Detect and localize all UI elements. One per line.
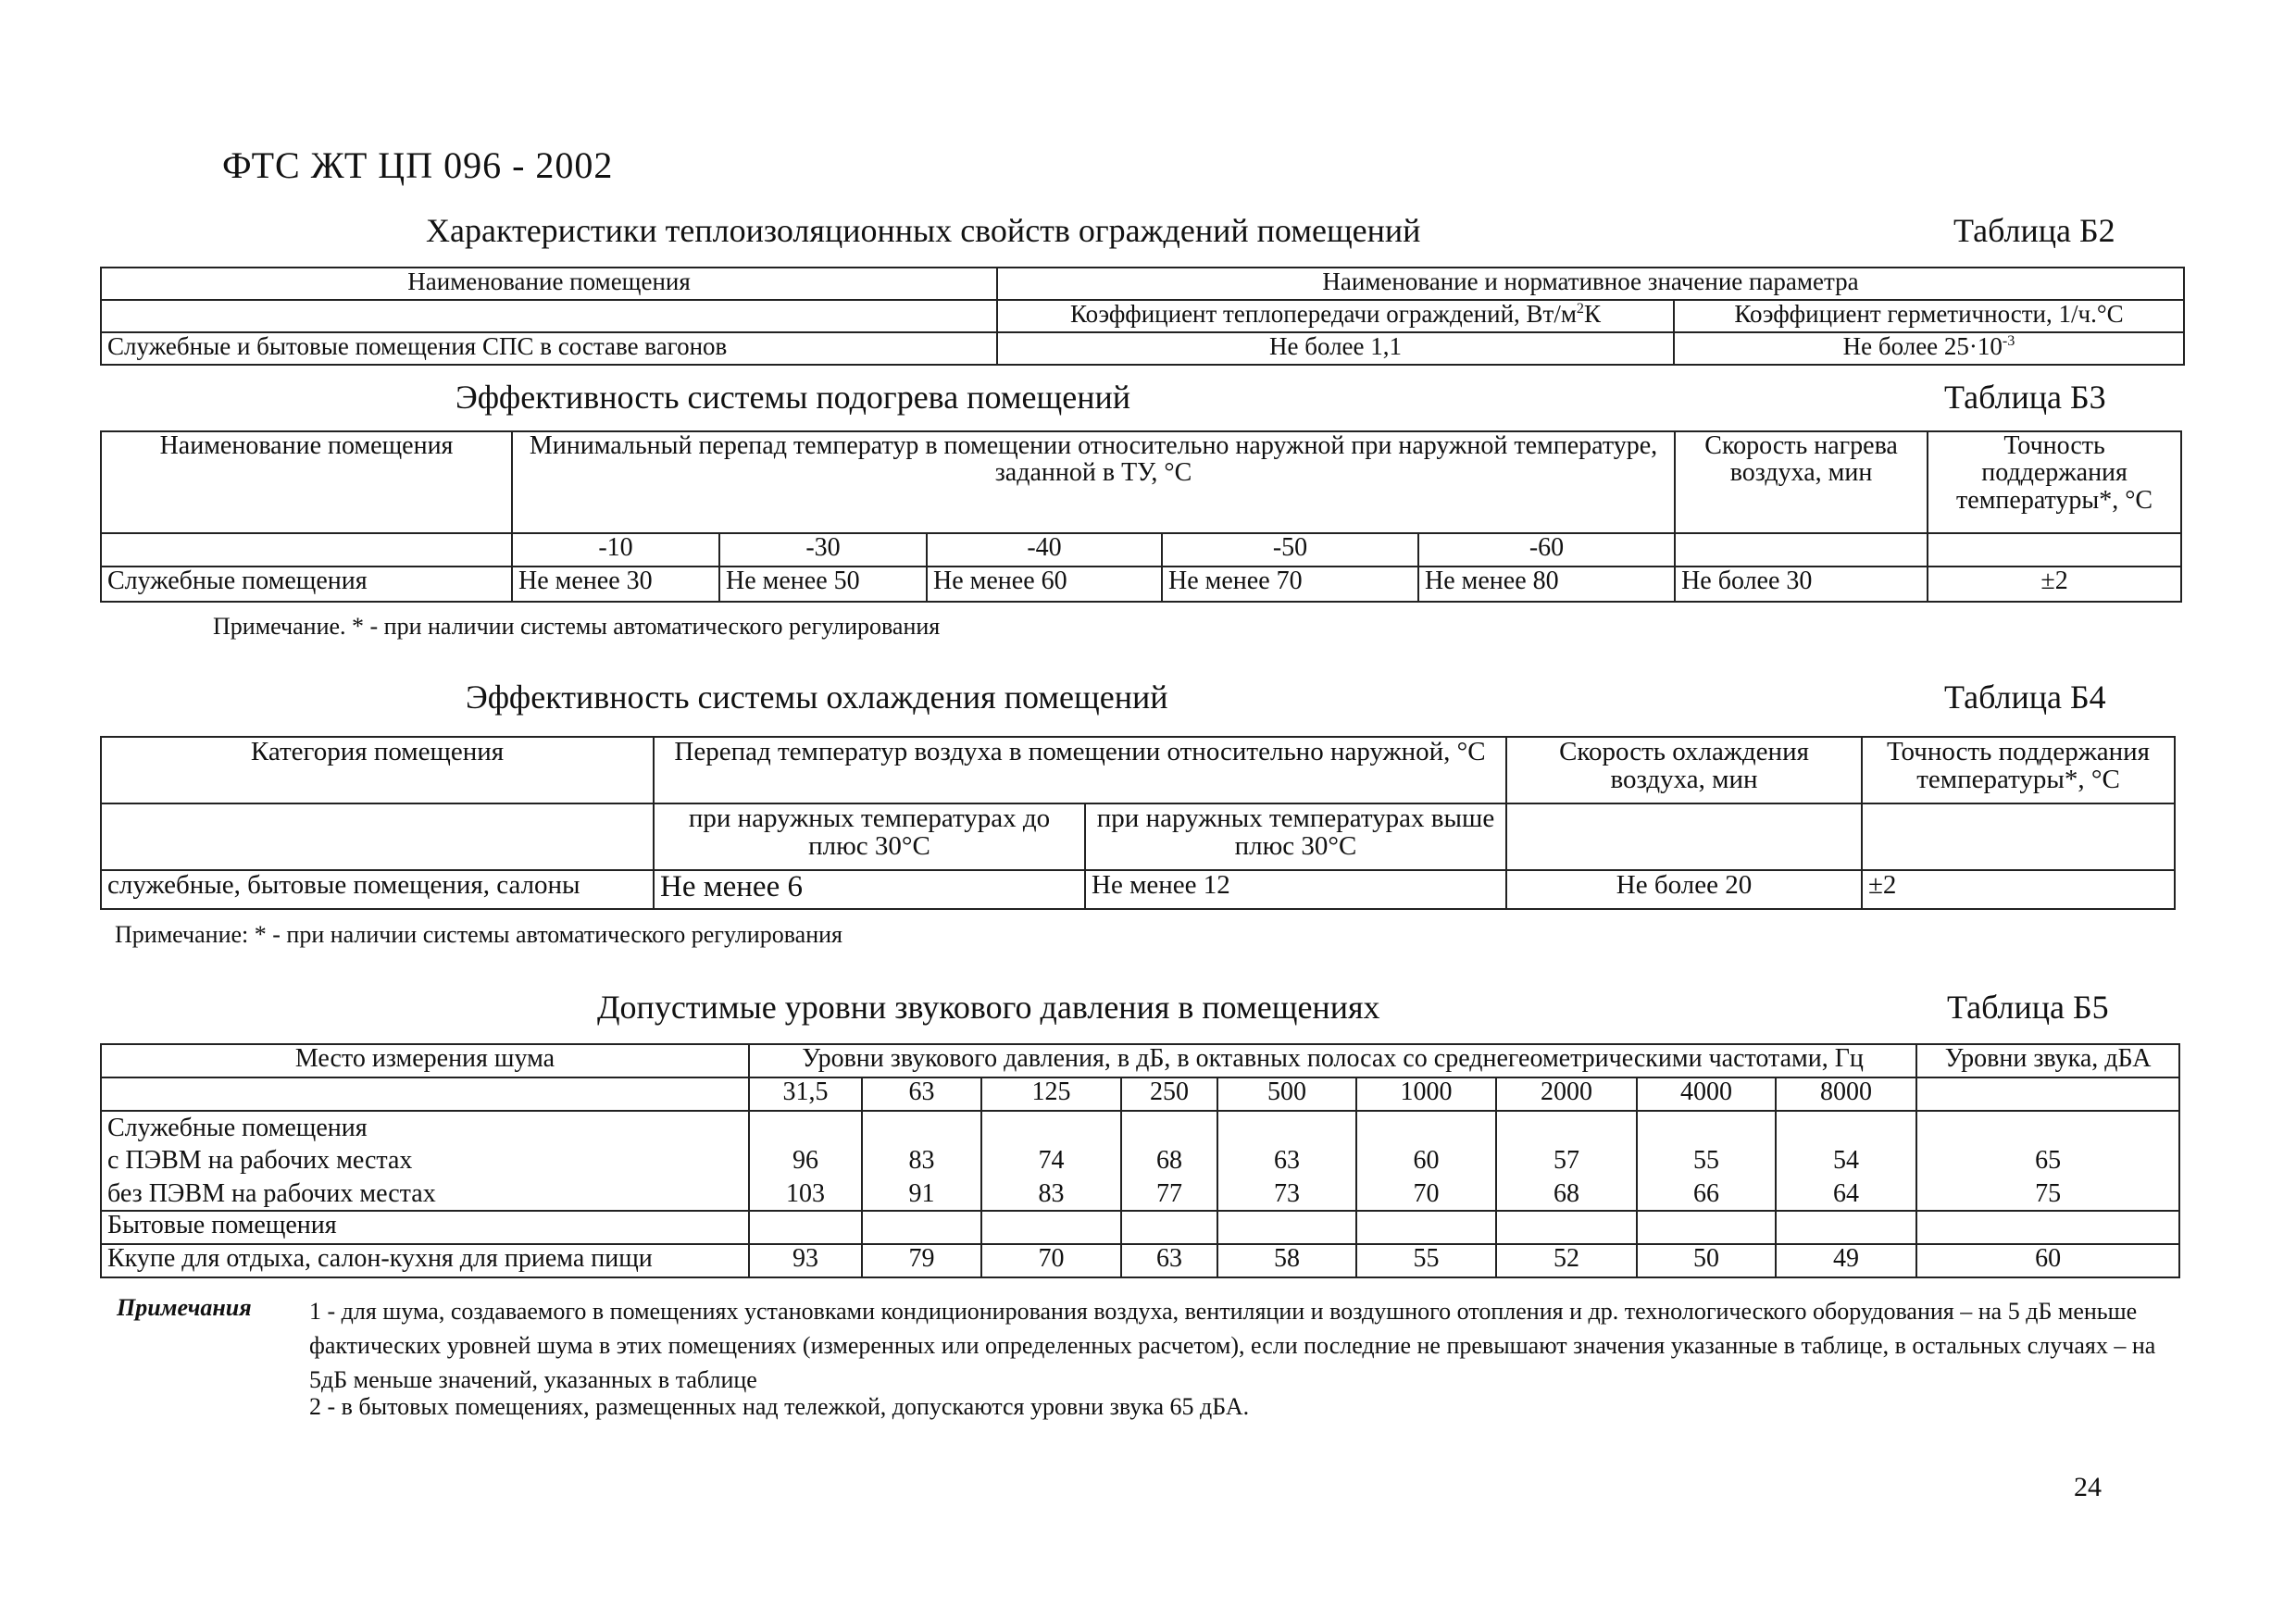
table-b5-note-2: 2 - в бытовых помещениях, размещенных над тележкой, допускаются уровни звука 65 дБА.	[309, 1393, 1250, 1420]
t5-compartment-value: 93	[749, 1244, 862, 1277]
t5-service-values: 54 64	[1776, 1111, 1916, 1211]
t5-service-values: 96 103	[749, 1111, 862, 1211]
t3-row-accuracy: ±2	[1928, 567, 2181, 602]
t4-subheader-up-to-30: при наружных температурах до плюс 30°С	[654, 803, 1085, 870]
document-code: ФТС ЖТ ЦП 096 - 2002	[222, 144, 614, 186]
t2-row-name: Служебные и бытовые помещения СПС в составе вагонов	[101, 332, 997, 365]
table-b4-title: Эффективность системы охлаждения помещений	[466, 679, 1168, 716]
t5-freq-cell: 2000	[1496, 1077, 1637, 1111]
t5-service-values: 60 70	[1356, 1111, 1496, 1211]
t3-value-cell: Не менее 80	[1418, 567, 1675, 602]
t5-service-values: 74 83	[981, 1111, 1121, 1211]
t5-service-values: 55 66	[1637, 1111, 1776, 1211]
t5-freq-cell: 63	[862, 1077, 981, 1111]
t4-header-category: Категория помещения	[101, 737, 654, 803]
t4-header-accuracy: Точность поддержания температуры*, °С	[1862, 737, 2175, 803]
t3-value-cell: Не менее 70	[1162, 567, 1418, 602]
t4-row-value-2: Не менее 12	[1085, 870, 1506, 909]
t4-row-value-1: Не менее 6	[654, 870, 1085, 909]
t3-temp-cell: -10	[512, 533, 719, 567]
table-b3-note: Примечание. * - при наличии системы автоматического регулирования	[213, 613, 941, 640]
table-b5-notes-label: Примечания	[117, 1294, 252, 1321]
t5-service-values: 63 73	[1217, 1111, 1356, 1211]
t5-group-domestic: Бытовые помещения	[101, 1211, 749, 1244]
t5-freq-cell: 4000	[1637, 1077, 1776, 1111]
t5-empty-cell	[1121, 1211, 1217, 1244]
t3-header-speed: Скорость нагрева воздуха, мин	[1675, 431, 1928, 533]
t5-compartment-value: 63	[1121, 1244, 1217, 1277]
t5-compartment-value: 58	[1217, 1244, 1356, 1277]
t2-header-heat-coef: Коэффициент теплопередачи ограждений, $Вт/м^2К$	[997, 300, 1674, 332]
t2-row-heat-coef: Не более 1,1	[997, 332, 1674, 365]
t3-temp-cell: -40	[927, 533, 1162, 567]
table-b3	[100, 430, 2182, 603]
t5-empty-cell	[1637, 1211, 1776, 1244]
t3-value-cell: Не менее 30	[512, 567, 719, 602]
t4-row-name: служебные, бытовые помещения, салоны	[101, 870, 654, 909]
t4-header-diff: Перепад температур воздуха в помещении относительно наружной, °С	[654, 737, 1506, 803]
table-b2-title: Характеристики теплоизоляционных свойств ограждений помещений	[426, 212, 1421, 249]
t5-empty-cell	[749, 1211, 862, 1244]
t4-empty-cell	[1506, 803, 1862, 870]
table-b5-title: Допустимые уровни звукового давления в помещениях	[597, 989, 1380, 1026]
t5-empty-cell	[1356, 1211, 1496, 1244]
t5-freq-cell: 31,5	[749, 1077, 862, 1111]
t3-empty-cell	[1675, 533, 1928, 567]
t5-freq-cell: 250	[1121, 1077, 1217, 1111]
table-b5-label: Таблица Б5	[1947, 989, 2109, 1026]
t2-header-room: Наименование помещения	[101, 268, 997, 300]
t4-empty-cell	[101, 803, 654, 870]
t5-header-place: Место измерения шума	[101, 1044, 749, 1077]
t4-row-speed: Не более 20	[1506, 870, 1862, 909]
t3-header-room: Наименование помещения	[101, 431, 512, 533]
page-number: 24	[2074, 1472, 2102, 1502]
t5-group-service: Служебные помещения с ПЭВМ на рабочих местах без ПЭВМ на рабочих местах	[101, 1111, 749, 1211]
t3-value-cell: Не менее 60	[927, 567, 1162, 602]
t5-empty-cell	[101, 1077, 749, 1111]
t5-empty-cell	[1496, 1211, 1637, 1244]
table-b2-label: Таблица Б2	[1953, 212, 2115, 249]
t2-header-tight-coef: Коэффициент герметичности, 1/ч.°С	[1674, 300, 2184, 332]
t5-service-values: 68 77	[1121, 1111, 1217, 1211]
t5-header-levels: Уровни звукового давления, в дБ, в октавных полосах со среднегеометрическими частотами, Гц	[749, 1044, 1916, 1077]
t5-service-values: 83 91	[862, 1111, 981, 1211]
table-b3-title: Эффективность системы подогрева помещений	[455, 379, 1131, 416]
t5-compartment-dba: 60	[1916, 1244, 2179, 1277]
t5-compartment-value: 55	[1356, 1244, 1496, 1277]
t5-empty-cell	[1916, 1077, 2179, 1111]
t4-empty-cell	[1862, 803, 2175, 870]
t5-empty-cell	[1217, 1211, 1356, 1244]
t5-freq-cell: 1000	[1356, 1077, 1496, 1111]
t5-freq-cell: 8000	[1776, 1077, 1916, 1111]
t5-header-sound: Уровни звука, дБА	[1916, 1044, 2179, 1077]
t3-value-cell: Не менее 50	[719, 567, 927, 602]
t3-header-accuracy: Точность поддержания температуры*, °С	[1928, 431, 2181, 533]
table-b2	[100, 267, 2185, 366]
t5-empty-cell	[981, 1211, 1121, 1244]
t3-temp-cell: -30	[719, 533, 927, 567]
table-b5-note-1: 1 - для шума, создаваемого в помещениях установками кондиционирования воздуха, вентиляции и воздушного отопления и др. технологического оборудования – на 5 дБ меньше фактических уровней шума в этих помещениях (измеренных или определенных расчетом), если последние не превышают значения указанные в таблице, в остальных случаях – на 5дБ меньше значений, указанных в таблице	[309, 1298, 2156, 1393]
t3-empty-cell	[1928, 533, 2181, 567]
t3-empty-cell	[101, 533, 512, 567]
t5-freq-cell: 500	[1217, 1077, 1356, 1111]
t5-empty-cell	[1776, 1211, 1916, 1244]
t3-row-name: Служебные помещения	[101, 567, 512, 602]
t3-temp-cell: -50	[1162, 533, 1418, 567]
t4-header-speed: Скорость охлаждения воздуха, мин	[1506, 737, 1862, 803]
t2-row-tight-coef: Не более $25\cdot 10^{-3}$	[1674, 332, 2184, 365]
table-b3-label: Таблица Б3	[1944, 379, 2106, 416]
t4-row-accuracy: ±2	[1862, 870, 2175, 909]
t5-service-dba: 65 75	[1916, 1111, 2179, 1211]
t2-header-param: Наименование и нормативное значение параметра	[997, 268, 2184, 300]
t5-compartment-value: 70	[981, 1244, 1121, 1277]
table-b4-label: Таблица Б4	[1944, 679, 2106, 716]
table-b5	[100, 1043, 2180, 1278]
t5-empty-cell	[862, 1211, 981, 1244]
t5-freq-cell: 125	[981, 1077, 1121, 1111]
t5-compartment-value: 52	[1496, 1244, 1637, 1277]
table-b4-note: Примечание: * - при наличии системы автоматического регулирования	[115, 921, 842, 948]
t5-compartment-value: 49	[1776, 1244, 1916, 1277]
t3-row-speed: Не более 30	[1675, 567, 1928, 602]
t5-service-values: 57 68	[1496, 1111, 1637, 1211]
table-b4	[100, 736, 2176, 910]
t5-row-compartment: Ккупе для отдыха, салон-кухня для приема пищи	[101, 1244, 749, 1277]
t4-subheader-above-30: при наружных температурах выше плюс 30°С	[1085, 803, 1506, 870]
t5-compartment-value: 79	[862, 1244, 981, 1277]
t2-empty-cell	[101, 300, 997, 332]
t3-header-diff: Минимальный перепад температур в помещении относительно наружной при наружной температуре, заданной в ТУ, °С	[512, 431, 1675, 533]
t3-temp-cell: -60	[1418, 533, 1675, 567]
t5-empty-cell	[1916, 1211, 2179, 1244]
t5-compartment-value: 50	[1637, 1244, 1776, 1277]
